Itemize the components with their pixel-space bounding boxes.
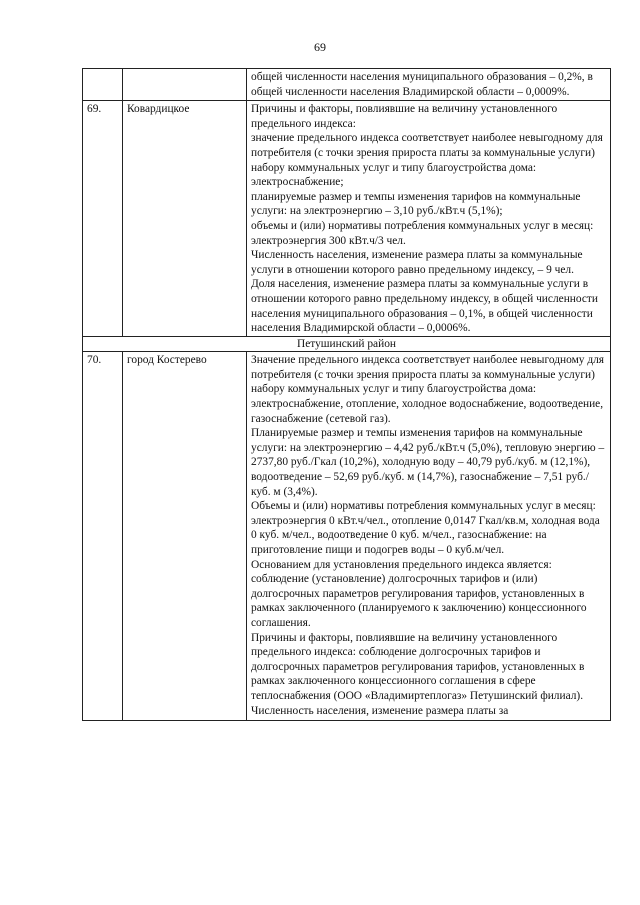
municipality-name-cell xyxy=(123,69,247,101)
description-paragraph: объемы и (или) нормативы потребления коммунальных услуг в месяц: электроэнергия 300 кВт.ч/3 чел. xyxy=(251,219,594,247)
description-paragraph: значение предельного индекса соответствует наиболее невыгодному для потребителя (с точки зрения прироста платы за коммунальные услуги) набору коммунальных услуг и типу благоустройства дома: электроснабжение; xyxy=(251,132,603,189)
description-paragraph: Объемы и (или) нормативы потребления коммунальных услуг в месяц: электроэнергия 0 кВт.ч/чел., отопление 0,0147 Гкал/кв.м, холодная вода 0 куб. м/чел., водоотведение 0 куб. м/чел., газоснабжение: на приготовление пищи и подогрев воды – 0 куб.м/чел. xyxy=(251,500,600,556)
table-row-69 xyxy=(83,101,611,337)
municipality-name-cell: город Костерево xyxy=(123,352,247,721)
row-number-cell: 69. xyxy=(83,101,123,337)
description-paragraph: Численность населения, изменение размера платы за коммунальные услуги в отношении которого равно предельному индексу, – 9 чел. xyxy=(251,249,583,276)
district-header-row xyxy=(83,336,611,352)
description-paragraph: Основанием для установления предельного индекса является: соблюдение (установление) долгосрочных тарифов и (или) долгосрочных параметров регулирования тарифов, установленных в рамках заключенного (планируемого к заключению) концессионного соглашения. xyxy=(251,558,587,629)
municipality-name-cell: Ковардицкое xyxy=(123,101,247,337)
table-row-continuation xyxy=(83,69,611,101)
description-paragraph: общей численности населения муниципального образования – 0,2%, в общей численности населения Владимирской области – 0,0009%. xyxy=(251,71,593,98)
row-number-cell: 70. xyxy=(83,352,123,721)
row-number-cell xyxy=(83,69,123,101)
description-cell xyxy=(247,101,611,337)
description-paragraph: Значение предельного индекса соответствует наиболее невыгодному для потребителя (с точки зрения прироста платы за коммунальные услуги) набору коммунальных услуг и типу благоустройства дома: электроснабжение, отопление, холодное водоснабжение, водоотведение, газоснабжение (сетевой газ). xyxy=(251,354,605,425)
description-cell xyxy=(247,352,611,721)
description-paragraph: Численность населения, изменение размера платы за xyxy=(251,704,509,717)
description-cell xyxy=(247,69,611,101)
index-table xyxy=(82,68,611,721)
description-paragraph: Планируемые размер и темпы изменения тарифов на коммунальные услуги: на электроэнергию – 4,42 руб./кВт.ч (5,0%), тепловую энергию – 2737,80 руб./Гкал (10,2%), холодную воду – 40,79 руб./куб. м (12,1%), водоотведение – 52,69 руб./куб. м (14,7%), газоснабжение – 7,51 руб./куб. м (3,4%). xyxy=(251,427,605,498)
table-row-70 xyxy=(83,352,611,721)
description-paragraph: Причины и факторы, повлиявшие на величину установленного предельного индекса: xyxy=(251,103,558,130)
page-number: 69 xyxy=(314,40,326,54)
description-paragraph: Доля населения, изменение размера платы за коммунальные услуги в отношении которого равно предельному индексу, в общей численности населения муниципального образования – 0,1%, в общей численности населения Владимирской области – 0,0006%. xyxy=(251,278,598,335)
description-paragraph: Причины и факторы, повлиявшие на величину установленного предельного индекса: соблюдение долгосрочных тарифов и долгосрочных параметров регулирования тарифов, установленных в рамках заключенного концессионного соглашения в сфере теплоснабжения (ООО «Владимиртеплогаз» Петушинский филиал). xyxy=(251,631,585,702)
description-paragraph: планируемые размер и темпы изменения тарифов на коммунальные услуги: на электроэнергию – 3,10 руб./кВт.ч (5,1%); xyxy=(251,190,581,218)
district-header: Петушинский район xyxy=(83,336,611,352)
